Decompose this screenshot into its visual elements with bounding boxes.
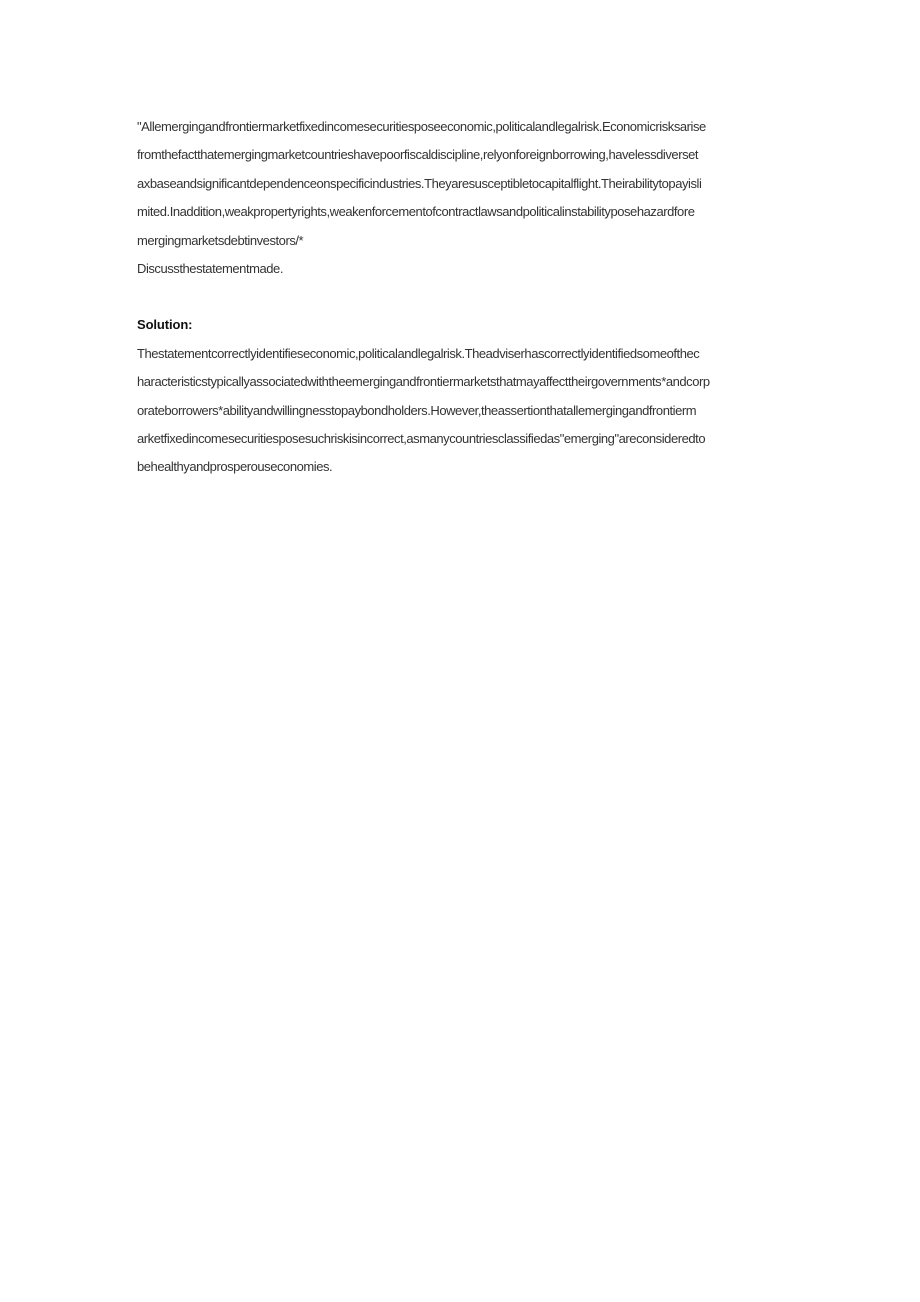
solution-heading: Solution:: [137, 317, 193, 333]
question-line: mited.Inaddition,weakpropertyrights,weakenforcementofcontractlawsandpoliticalinstabilityposehazardfore: [137, 204, 695, 220]
solution-line: orateborrowers*abilityandwillingnesstopaybondholders.However,theassertionthatallemergingandfrontierm: [137, 402, 697, 418]
solution-block: [137, 311, 817, 481]
solution-line: behealthyandprosperouseconomies.: [137, 459, 333, 475]
question-line: "Allemergingandfrontiermarketfixedincomesecuritiesposeeconomic,politicalandlegalrisk.Economicrisksarise: [137, 119, 706, 134]
question-line: axbaseandsignificantdependenceonspecificindustries.Theyaresusceptibletocapitalflight.Theirabilitytopayisli: [137, 175, 702, 191]
question-prompt: Discussthestatementmade.: [137, 261, 283, 277]
solution-line: haracteristicstypicallyassociatedwiththeemergingandfrontiermarketsthatmayaffecttheirgovernments*andcorp: [137, 374, 710, 390]
question-line: fromthefactthatemergingmarketcountrieshavepoorfiscaldiscipline,relyonforeignborrowing,havelessdiverset: [137, 147, 699, 163]
question-block: [137, 113, 817, 283]
solution-line: arketfixedincomesecuritiesposesuchriskisincorrect,asmanycountriesclassifiedas"emerging"areconsideredto: [137, 431, 706, 447]
paragraph-spacer: [137, 283, 817, 311]
question-line: mergingmarketsdebtinvestors/*: [137, 232, 304, 248]
solution-line: Thestatementcorrectlyidentifieseconomic,politicalandlegalrisk.Theadviserhascorrectlyidentifiedsomeofthec: [137, 345, 700, 361]
document-body: [137, 113, 817, 482]
